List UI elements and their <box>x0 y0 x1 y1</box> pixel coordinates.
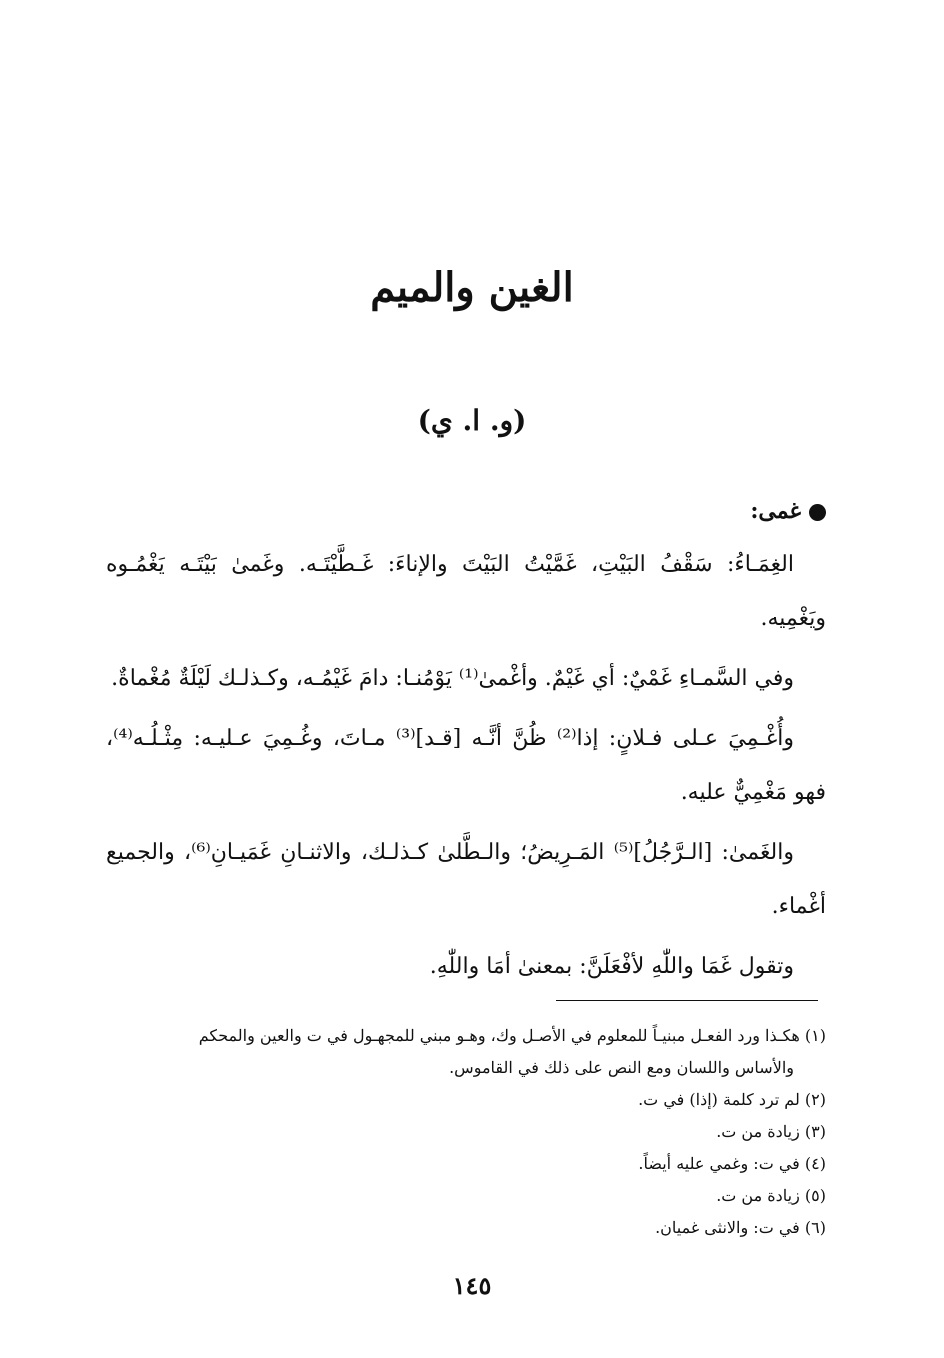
footnote-divider <box>556 1000 818 1001</box>
footnote-5: (٥) زيادة من ت. <box>716 1186 826 1205</box>
footnote-1: (١) هكـذا ورد الفعـل مبنيـاً للمعلوم في الأصـل وك، وهـو مبني للمجهـول في ت والعين والمحكم <box>198 1026 826 1045</box>
entry-headword: غمى: <box>750 498 801 524</box>
footnote-3: (٣) زيادة من ت. <box>716 1122 826 1141</box>
chapter-title: الغين والميم <box>370 264 574 311</box>
footnote-4: (٤) في ت: وغمي عليه أيضاً. <box>638 1154 826 1173</box>
page-number: ١٤٥ <box>452 1271 492 1300</box>
entry-headword-line <box>106 484 826 538</box>
entry-paragraph-2: وفي السَّمـاءِ غَمْيٌ: أي غَيْمٌ. وأغْمىٰ⁽¹⁾ يَوْمُنـا: دامَ غَيْمُـه، وكـذلـك لَيْلَةٌ مُغْماةٌ. <box>111 666 794 691</box>
footnote-6: (٦) في ت: والانثى غميان. <box>655 1218 826 1237</box>
footnote-1-continuation: والأساس واللسان ومع النص على ذلك في القاموس. <box>449 1058 794 1077</box>
entry-paragraph-4: والغَمىٰ: [الـرَّجُلُ]⁽⁵⁾ المَـرِيضُ؛ والـطَّلىٰ كـذلـك، والاثنـانِ غَمَيـانِ⁽⁶⁾، والجميع أغْماء. <box>106 840 826 919</box>
footnote-2: (٢) لم ترد كلمة (إذا) في ت. <box>638 1090 826 1109</box>
footnotes <box>106 1020 826 1244</box>
entry-paragraph-5: وتقول غَمَا واللّٰهِ لأفْعَلَنَّ: بمعنىٰ أمَا واللّٰهِ. <box>429 954 794 979</box>
root-heading: (و. ا. ي) <box>417 404 527 437</box>
entry-body <box>106 484 826 1000</box>
entry-paragraph-3: وأُغْـمِيَ عـلى فـلانٍ: إذا⁽²⁾ ظُنَّ أنَّـه [قـد]⁽³⁾ مـاتَ، وغُـمِيَ عـليـه: مِثْـلُـه⁽⁴⁾، فهو مَغْمِيٌّ عليه. <box>106 726 826 805</box>
bullet-icon <box>809 504 826 521</box>
entry-paragraph-1: الغِمَـاءُ: سَقْفُ البَيْتِ، غَمَّيْتُ البَيْتَ والإناءَ: غَـطَّيْتَـه. وغَمىٰ بَيْتَـه يَغْمُـوه ويَغْمِيه. <box>106 552 826 631</box>
